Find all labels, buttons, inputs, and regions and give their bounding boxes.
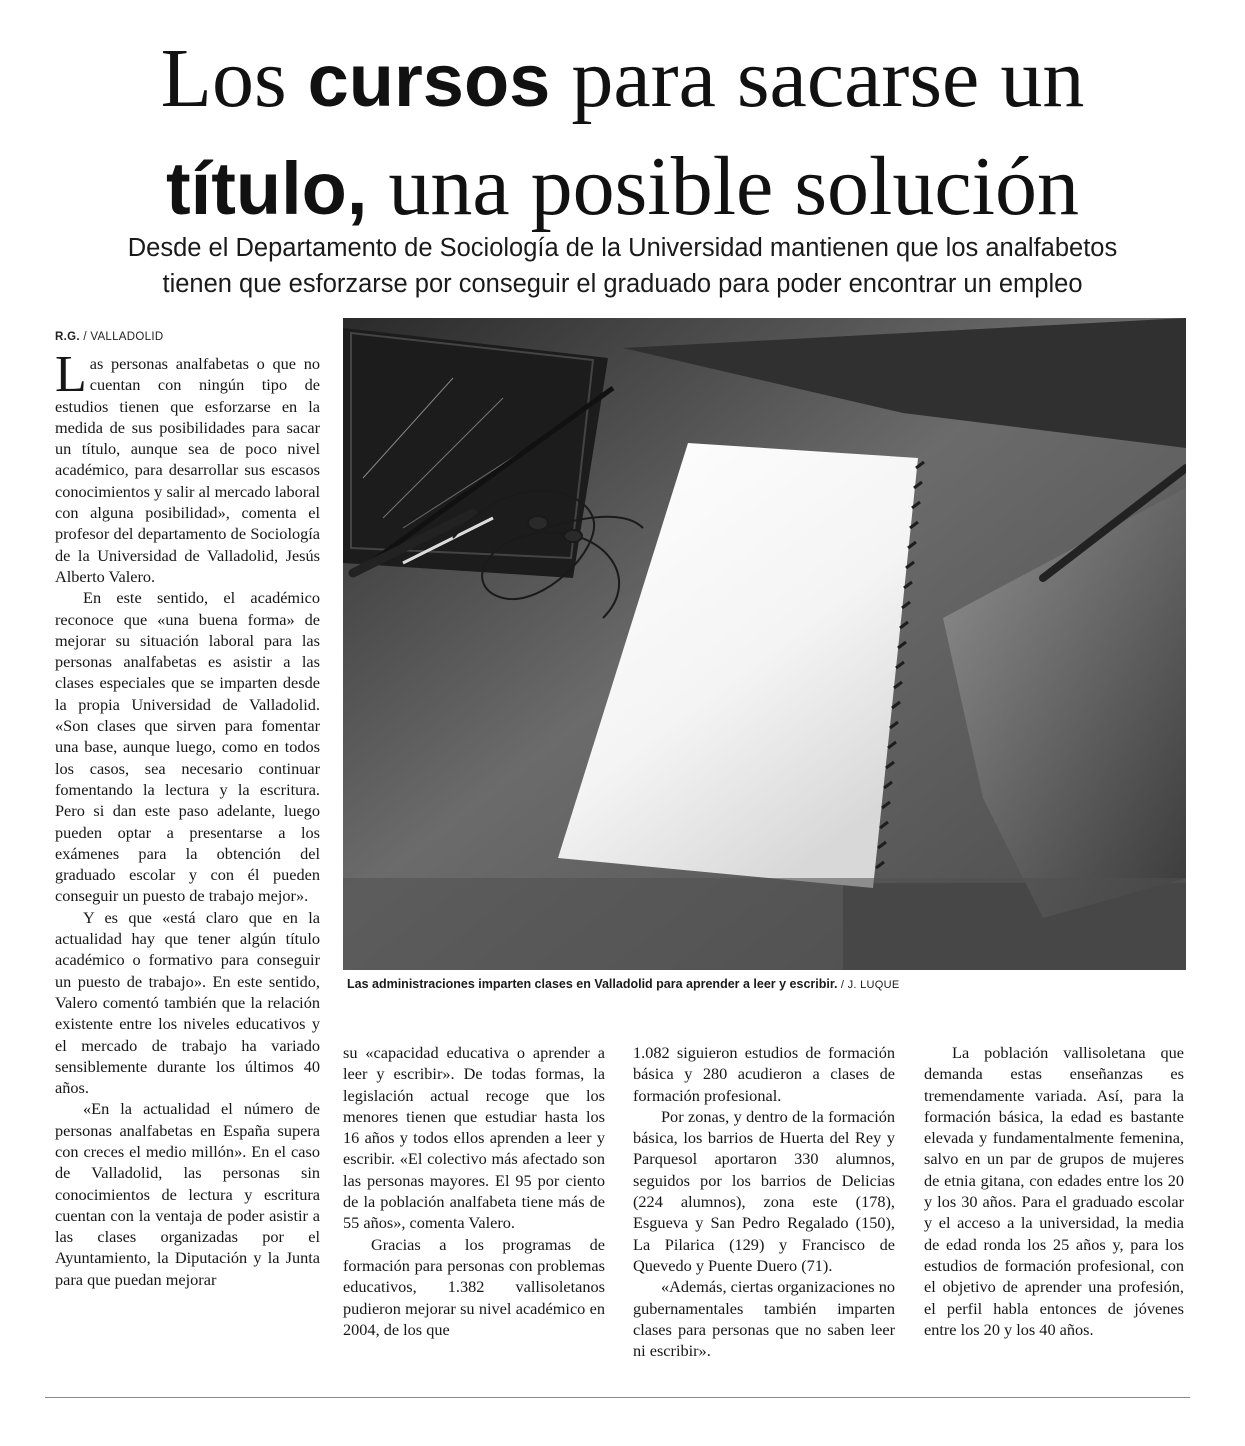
byline-location: / VALLADOLID	[79, 331, 164, 343]
subheadline	[40, 230, 1205, 302]
article-paragraph: Por zonas, y dentro de la formación básica, los barrios de Huerta del Rey y Parquesol aportaron 330 alumnos, seguidos por los barrios de Delicias (224 alumnos), zona este (178), Esgueva y San Pedro Regalado (150), La Pilarica (129) y Francisco de Quevedo y Puente Duero (71).	[633, 1106, 895, 1275]
subheadline-line-2: tienen que esforzarse por conseguir el graduado para poder encontrar un empleo	[162, 270, 1083, 298]
article-paragraph: Gracias a los programas de formación para personas con problemas educativos, 1.382 vallisoletanos pudieron mejorar su nivel académico en 2004, de los que	[343, 1234, 605, 1339]
article-paragraph: «En la actualidad el número de personas analfabetas en España supera con creces el medio millón». En el caso de Valladolid, las personas sin conocimientos de lectura y escritura cuentan con la ventaja de poder asistir a las clases organizadas por el Ayuntamiento, la Diputación y la Junta para que puedan mejorar	[55, 1099, 320, 1289]
article-paragraph: En este sentido, el académico reconoce que «una buena forma» de mejorar su situación laboral para las personas analfabetas es asistir a las clases especiales que se imparten desde la propia Universidad de Valladolid. «Son clases que sirven para fomentar una base, aunque luego, como en todos los casos, sea necesario continuar fomentando la lectura y la escritura. Pero si dan este paso adelante, luego pueden optar a presentarse a los exámenes para la obtención del graduado escolar y con él pueden conseguir un puesto de trabajo mejor».	[55, 588, 320, 906]
headline-word: Los	[160, 32, 308, 125]
article-paragraph	[55, 353, 320, 587]
headline-word: una posible solución	[367, 140, 1079, 233]
article-paragraph: «Además, ciertas organizaciones no gubernamentales también imparten clases para personas que no saben leer ni escribir».	[633, 1277, 895, 1361]
photo-credit: / J. LUQUE	[837, 979, 900, 991]
headline-line-1	[30, 26, 1215, 134]
article-column-3	[633, 1042, 895, 1387]
drop-cap: L	[55, 353, 87, 403]
byline-author: R.G.	[55, 331, 80, 343]
caption-text: Las administraciones imparten clases en Valladolid para aprender a leer y escribir.	[347, 977, 838, 991]
article-paragraph: La población vallisoletana que demanda estas enseñanzas es tremendamente variada. Así, para la formación básica, la edad es bastante elevada y fundamentalmente femenina, salvo en un par de grupos de mujeres de etnia gitana, con edades entre los 20 y los 30 años. Para el graduado escolar y el acceso a la universidad, la media de edad ronda los 25 años y, para los estudios de formación profesional, con el objetivo de aprender una profesión, el perfil habla entonces de jóvenes entre los 20 y los 40 años.	[924, 1043, 1184, 1339]
paragraph-text: as personas analfabetas o que no cuentan con ningún tipo de estudios tienen que esforzarse en la medida de sus posibilidades para sacar un título, aunque sea de poco nivel académico, para desarrollar sus escasos conocimientos y salir al mercado laboral con alguna posibilidad», comenta el profesor del departamento de Sociología de la Universidad de Valladolid, Jesús Alberto Valero.	[55, 354, 320, 586]
article-paragraph: su «capacidad educativa o aprender a leer y escribir». De todas formas, la legislación actual recoge que los menores tienen que estudiar hasta los 16 años y todos ellos aprenden a leer y escribir. «El colectivo más afectado son las personas mayores. El 95 por ciento de la población analfabeta tiene más de 55 años», comenta Valero.	[343, 1043, 605, 1233]
headline-line-2	[30, 134, 1215, 242]
article-paragraph: 1.082 siguieron estudios de formación básica y 280 acudieron a clases de formación profesional.	[633, 1043, 895, 1105]
news-photo	[343, 318, 1186, 970]
headline-word: para sacarse un	[550, 32, 1085, 125]
bottom-rule	[45, 1397, 1190, 1398]
subheadline-line-1: Desde el Departamento de Sociología de la Universidad mantienen que los analfabetos	[127, 234, 1118, 262]
headline-word-bold: cursos	[307, 39, 551, 122]
article-column-1	[55, 353, 320, 1393]
photo-caption	[347, 977, 1187, 991]
byline	[55, 331, 163, 343]
article-column-2	[343, 1042, 605, 1387]
headline	[30, 26, 1215, 242]
photo-illustration	[343, 318, 1186, 970]
article-column-4	[924, 1042, 1184, 1387]
article-paragraph: Y es que «está claro que en la actualidad hay que tener algún título académico o formativo para conseguir un puesto de trabajo». En este sentido, Valero comentó también que la relación existente entre los niveles educativos y el mercado de trabajo ha variado sensiblemente durante los últimos 40 años.	[55, 907, 320, 1098]
headline-word-bold: título,	[166, 147, 368, 230]
